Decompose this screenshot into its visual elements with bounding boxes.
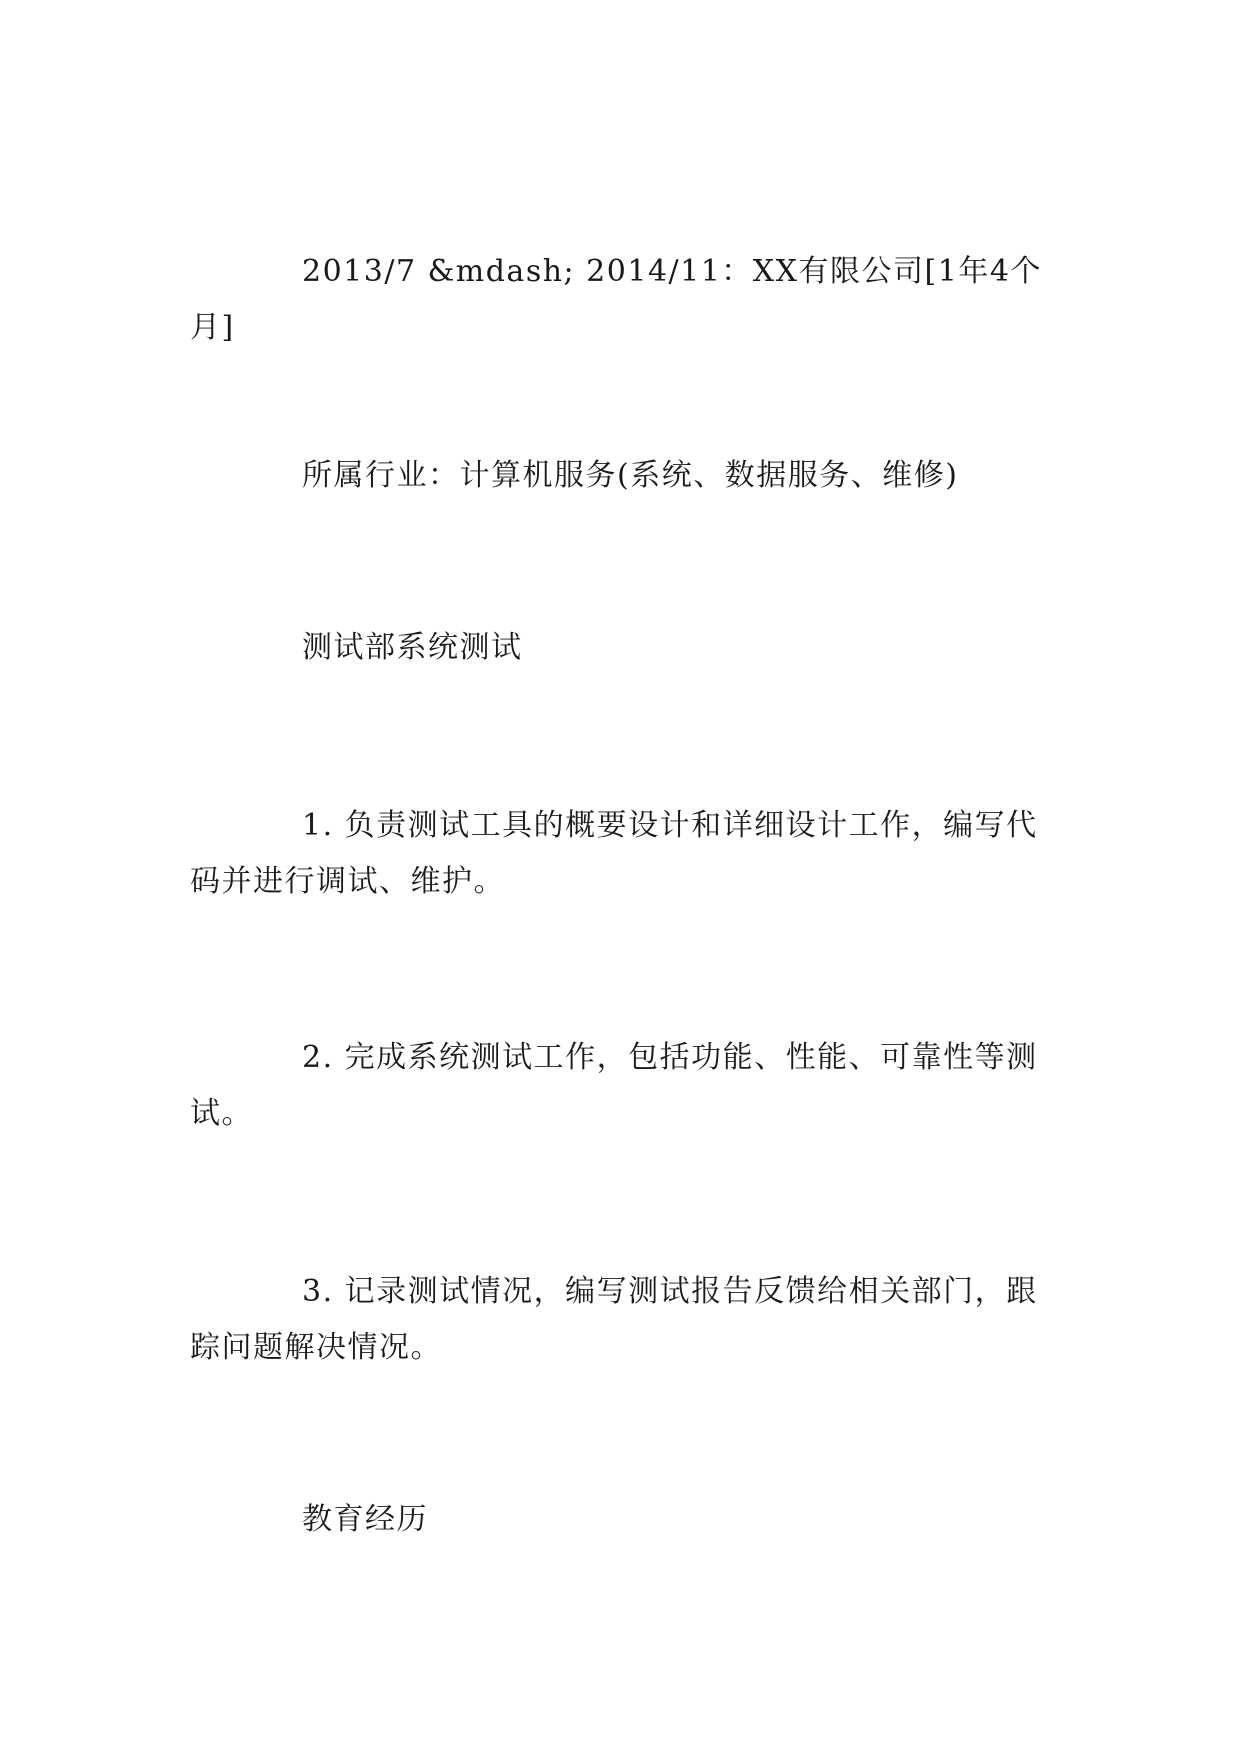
duty-item-1: 1. 负责测试工具的概要设计和详细设计工作，编写代码并进行调试、维护。 bbox=[190, 808, 1038, 899]
duty-item-2: 2. 完成系统测试工作，包括功能、性能、可靠性等测试。 bbox=[190, 1040, 1038, 1131]
education-heading: 教育经历 bbox=[302, 1502, 428, 1537]
employment-period: 2013/7 &mdash; 2014/11：XX有限公司[1年4个月] bbox=[190, 254, 1042, 345]
department-position: 测试部系统测试 bbox=[302, 630, 523, 665]
industry-line: 所属行业：计算机服务(系统、数据服务、维修) bbox=[302, 458, 959, 493]
duty-item-3: 3. 记录测试情况，编写测试报告反馈给相关部门，跟踪问题解决情况。 bbox=[190, 1274, 1038, 1365]
